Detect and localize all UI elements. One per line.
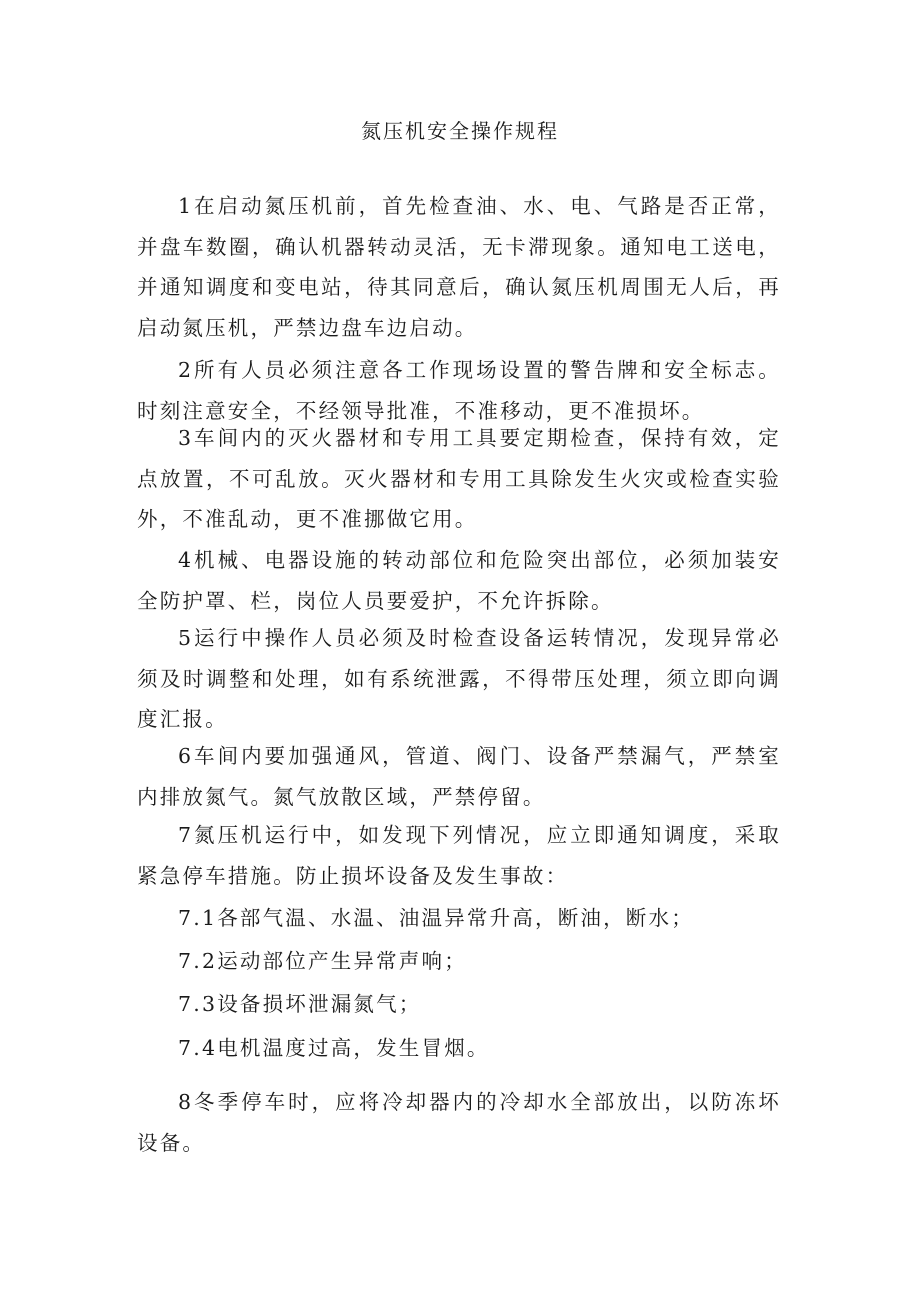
paragraph-4-text: 4机械、电器设施的转动部位和危险突出部位，必须加装安全防护罩、栏，岗位人员要爱护，不允许拆除。 xyxy=(137,548,781,613)
paragraph-8 xyxy=(137,1082,781,1163)
paragraph-2-text: 2所有人员必须注意各工作现场设置的警告牌和安全标志。时刻注意安全，不经领导批准，不准移动，更不准损坏。 xyxy=(137,358,781,423)
paragraph-7-4-text: 7.4电机温度过高，发生冒烟。 xyxy=(178,1036,490,1060)
paragraph-7-3 xyxy=(137,984,781,1025)
paragraph-7-3-text: 7.3设备损坏泄漏氮气； xyxy=(178,992,422,1016)
paragraph-6-text: 6车间内要加强通风，管道、阀门、设备严禁漏气，严禁室内排放氮气。氮气放散区域，严禁停留。 xyxy=(137,744,781,809)
paragraph-7-2-text: 7.2运动部位产生异常声响； xyxy=(178,949,467,973)
document-title: 氮压机安全操作规程 xyxy=(361,119,559,143)
paragraph-7-2 xyxy=(137,941,781,982)
paragraph-5 xyxy=(137,618,781,740)
paragraph-1-text: 1在启动氮压机前，首先检查油、水、电、气路是否正常，并盘车数圈，确认机器转动灵活，无卡滞现象。通知电工送电，并通知调度和变电站，待其同意后，确认氮压机周围无人后，再启动氮压机，严禁边盘车边启动。 xyxy=(137,194,781,340)
paragraph-3-text: 3车间内的灭火器材和专用工具要定期检查，保持有效，定点放置，不可乱放。灭火器材和专用工具除发生火灾或检查实验外，不准乱动，更不准挪做它用。 xyxy=(137,426,781,531)
paragraph-4 xyxy=(137,540,781,621)
paragraph-1 xyxy=(137,186,781,348)
paragraph-7-1 xyxy=(137,898,781,939)
paragraph-5-text: 5运行中操作人员必须及时检查设备运转情况，发现异常必须及时调整和处理，如有系统泄露，不得带压处理，须立即向调度汇报。 xyxy=(137,626,781,731)
paragraph-7-4 xyxy=(137,1028,781,1069)
paragraph-7-text: 7氮压机运行中，如发现下列情况，应立即通知调度，采取紧急停车措施。防止损坏设备及发生事故： xyxy=(137,823,781,888)
paragraph-7 xyxy=(137,815,781,896)
paragraph-8-text: 8冬季停车时，应将冷却器内的冷却水全部放出，以防冻坏设备。 xyxy=(137,1090,781,1155)
paragraph-3 xyxy=(137,418,781,540)
paragraph-6 xyxy=(137,736,781,817)
paragraph-7-1-text: 7.1各部气温、水温、油温异常升高，断油，断水； xyxy=(178,906,694,930)
